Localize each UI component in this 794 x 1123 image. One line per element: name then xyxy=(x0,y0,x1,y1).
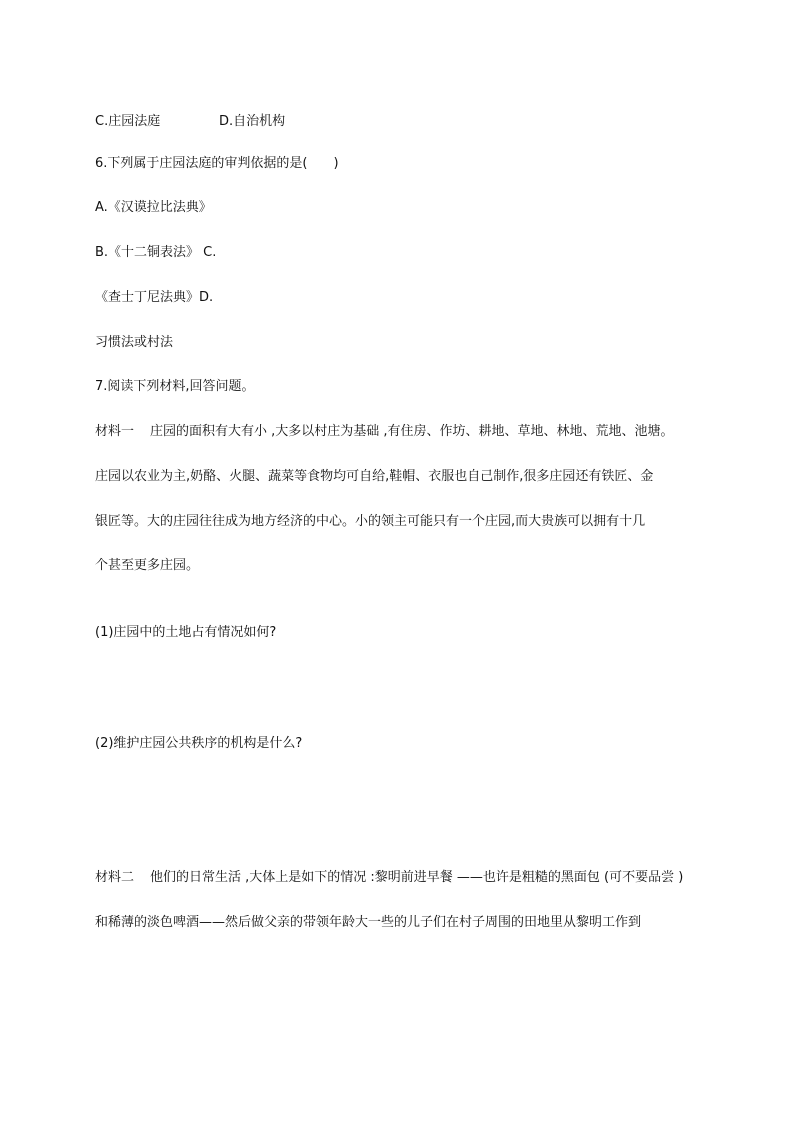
option-d: D.自治机构 xyxy=(219,114,286,129)
material-1-text: 庄园的面积有大有小 ,大多以村庄为基础 ,有住房、作坊、耕地、草地、林地、荒地、池塘。 xyxy=(150,424,674,439)
material-1-label: 材料一 xyxy=(95,424,135,439)
sub-question-2: (2)维护庄园公共秩序的机构是什么? xyxy=(95,736,303,751)
material-2-line-1 xyxy=(95,869,683,887)
question-7-stem: 7.阅读下列材料,回答问题。 xyxy=(95,379,255,394)
material-1-line-4: 个甚至更多庄园。 xyxy=(95,558,200,573)
material-1-line-2: 庄园以农业为主,奶酪、火腿、蔬菜等食物均可自给,鞋帽、衣服也自己制作,很多庄园还有铁匠、金 xyxy=(95,469,654,484)
material-1-line-1 xyxy=(95,423,674,441)
question-6-option-d: 习惯法或村法 xyxy=(95,335,174,350)
material-2-line-2: 和稀薄的淡色啤酒——然后做父亲的带领年龄大一些的儿子们在村子周围的田地里从黎明工作到 xyxy=(95,915,642,930)
question-6-option-c: 《查士丁尼法典》D. xyxy=(95,290,214,305)
question-6-option-a: A.《汉谟拉比法典》 xyxy=(95,200,212,215)
question-6-stem: 6.下列属于庄园法庭的审判依据的是( ) xyxy=(95,156,339,171)
option-c: C.庄园法庭 xyxy=(95,114,161,129)
sub-question-1: (1)庄园中的土地占有情况如何? xyxy=(95,625,277,640)
material-2-label: 材料二 xyxy=(95,870,135,885)
material-2-text: 他们的日常生活 ,大体上是如下的情况 :黎明前进早餐 ——也许是粗糙的黑面包 (可不要品尝 ) xyxy=(150,870,684,885)
material-1-line-3: 银匠等。大的庄园往往成为地方经济的中心。小的领主可能只有一个庄园,而大贵族可以拥有十几 xyxy=(95,514,646,529)
question-6-option-b: B.《十二铜表法》 C. xyxy=(95,245,217,260)
